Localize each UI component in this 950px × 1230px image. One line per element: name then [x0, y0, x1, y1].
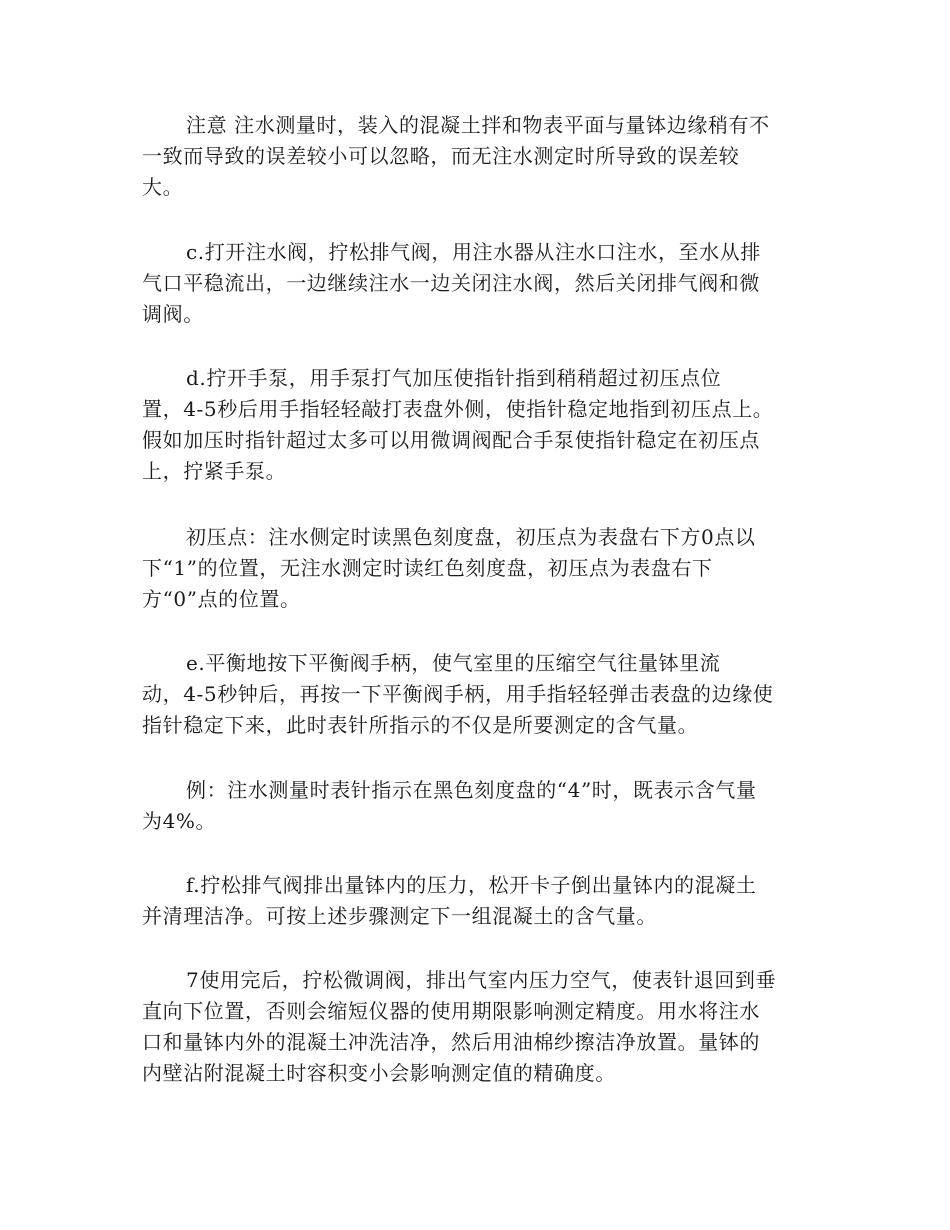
paragraph-step-e — [142, 648, 810, 741]
text-line: 下“1”的位置，无注水测定时读红色刻度盘，初压点为表盘右下 — [142, 556, 713, 580]
paragraph-step-f — [142, 870, 810, 932]
text-line: 方“0”点的位置。 — [142, 587, 301, 611]
text-line: 假如加压时指针超过太多可以用微调阀配合手泵使指针稳定在初压点 — [142, 428, 760, 452]
paragraph-step-d — [142, 363, 810, 487]
text-line: c.打开注水阀，拧松排气阀，用注水器从注水口注水，至水从排 — [186, 240, 761, 264]
text-line: 例：注水测量时表针指示在黑色刻度盘的“4”时，既表示含气量 — [186, 778, 757, 802]
text-line: 并清理洁净。可按上述步骤测定下一组混凝土的含气量。 — [142, 904, 657, 928]
text-line: 气口平稳流出，一边继续注水一边关闭注水阀，然后关闭排气阀和微 — [142, 271, 760, 295]
text-line: e.平衡地按下平衡阀手柄，使气室里的压缩空气往量钵里流 — [186, 651, 721, 675]
paragraph-example — [142, 775, 810, 837]
text-line: 口和量钵内外的混凝土冲洗洁净，然后用油棉纱擦洁净放置。量钵的 — [142, 1030, 760, 1054]
paragraph-note — [142, 110, 810, 203]
text-line: 动，4-5秒钟后，再按一下平衡阀手柄，用手指轻轻弹击表盘的边缘使 — [142, 682, 774, 706]
text-line: 调阀。 — [142, 302, 204, 326]
paragraph-step-c — [142, 237, 810, 330]
text-line: 注意 注水测量时，装入的混凝土拌和物表平面与量钵边缘稍有不 — [186, 113, 770, 137]
paragraph-step-7 — [142, 965, 810, 1089]
text-line: f.拧松排气阀排出量钵内的压力，松开卡子倒出量钵内的混凝土 — [186, 873, 757, 897]
text-line: 上，拧紧手泵。 — [142, 459, 287, 483]
text-line: d.拧开手泵，用手泵打气加压使指针指到稍稍超过初压点位 — [186, 366, 722, 390]
text-line: 为4%。 — [142, 809, 217, 833]
text-line: 直向下位置，否则会缩短仪器的使用期限影响测定精度。用水将注水 — [142, 999, 760, 1023]
text-line: 大。 — [142, 175, 184, 199]
text-line: 7使用完后，拧松微调阀，排出气室内压力空气，使表针退回到垂 — [186, 968, 777, 992]
text-line: 指针稳定下来，此时表针所指示的不仅是所要测定的含气量。 — [142, 713, 699, 737]
text-line: 一致而导致的误差较小可以忽略，而无注水测定时所导致的误差较 — [142, 144, 740, 168]
text-line: 置，4-5秒后用手指轻轻敲打表盘外侧，使指针稳定地指到初压点上。 — [142, 397, 774, 421]
text-line: 初压点：注水侧定时读黑色刻度盘，初压点为表盘右下方0点以 — [186, 525, 756, 549]
text-line: 内壁沾附混凝土时容积变小会影响测定值的精确度。 — [142, 1061, 616, 1085]
paragraph-initial-pressure — [142, 522, 810, 615]
